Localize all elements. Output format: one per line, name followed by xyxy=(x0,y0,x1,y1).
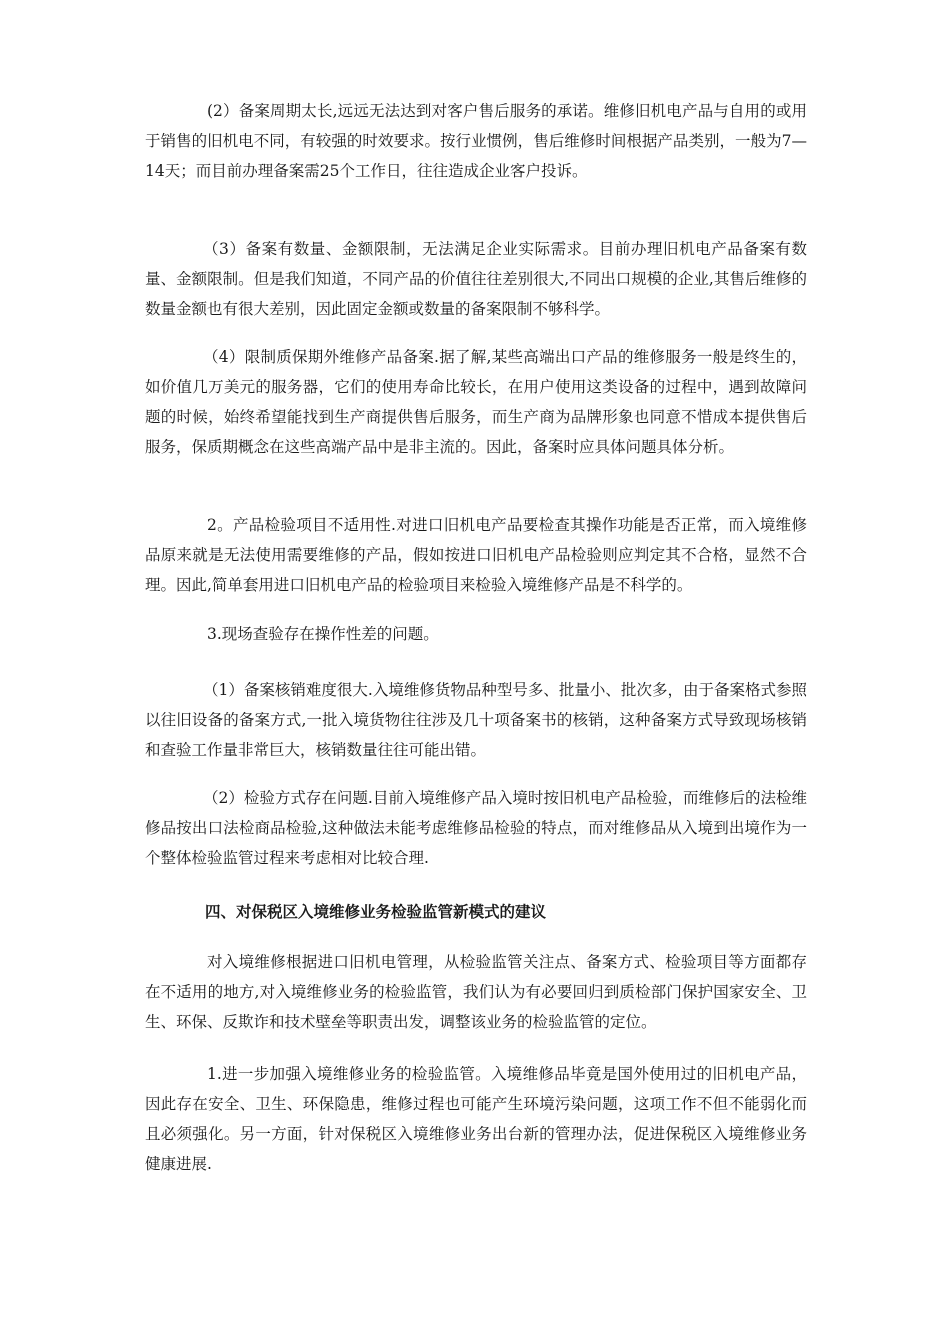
paragraph-onsite-inspection: 3.现场查验存在操作性差的问题。 xyxy=(207,625,439,643)
paragraph-recommendation-intro: 对入境维修根据进口旧机电管理，从检验监管关注点、备案方式、检验项目等方面都存在不适用的地方,对入境维修业务的检验监管，我们认为有必要回归到质检部门保护国家安全、卫生、环保、反欺诈和技术壁垒等职责出发，调整该业务的检验监管的定位。 xyxy=(145,953,807,1031)
paragraph-filing-period: (2）备案周期太长,远远无法达到对客户售后服务的承诺。维修旧机电产品与自用的或用于销售的旧机电不同，有较强的时效要求。按行业惯例，售后维修时间根据产品类别，一般为7—14天；而目前办理备案需25个工作日，往往造成企业客户投诉。 xyxy=(145,102,807,180)
paragraph-verification: （1）备案核销难度很大.入境维修货物品种型号多、批量小、批次多，由于备案格式参照以往旧设备的备案方式,一批入境货物往往涉及几十项备案书的核销，这种备案方式导致现场核销和查验工作量非常巨大，核销数量往往可能出错。 xyxy=(145,681,807,759)
paragraph-quantity-limit: （3）备案有数量、金额限制，无法满足企业实际需求。目前办理旧机电产品备案有数量、金额限制。但是我们知道，不同产品的价值往往差别很大,不同出口规模的企业,其售后维修的数量金额也有很大差别，因此固定金额或数量的备案限制不够科学。 xyxy=(145,240,807,318)
paragraph-inspection-items: 2。产品检验项目不适用性.对进口旧机电产品要检查其操作功能是否正常，而入境维修品原来就是无法使用需要维修的产品，假如按进口旧机电产品检验则应判定其不合格，显然不合理。因此,简单套用进口旧机电产品的检验项目来检验入境维修产品是不科学的。 xyxy=(145,516,807,594)
paragraph-inspection-method: （2）检验方式存在问题.目前入境维修产品入境时按旧机电产品检验，而维修后的法检维修品按出口法检商品检验,这种做法未能考虑维修品检验的特点，而对维修品从入境到出境作为一个整体检验监管过程来考虑相对比较合理. xyxy=(145,789,807,867)
paragraph-strengthen-supervision: 1.进一步加强入境维修业务的检验监管。入境维修品毕竟是国外使用过的旧机电产品，因此存在安全、卫生、环保隐患，维修过程也可能产生环境污染问题，这项工作不但不能弱化而且必须强化。另一方面，针对保税区入境维修业务出台新的管理办法，促进保税区入境维修业务健康进展. xyxy=(145,1065,807,1173)
section-heading: 四、对保税区入境维修业务检验监管新模式的建议 xyxy=(205,903,547,921)
paragraph-warranty-limit: （4）限制质保期外维修产品备案.据了解,某些高端出口产品的维修服务一般是终生的，如价值几万美元的服务器，它们的使用寿命比较长，在用户使用这类设备的过程中，遇到故障问题的时候，始终希望能找到生产商提供售后服务，而生产商为品牌形象也同意不惜成本提供售后服务，保质期概念在这些高端产品中是非主流的。因此，备案时应具体问题具体分析。 xyxy=(145,348,807,456)
